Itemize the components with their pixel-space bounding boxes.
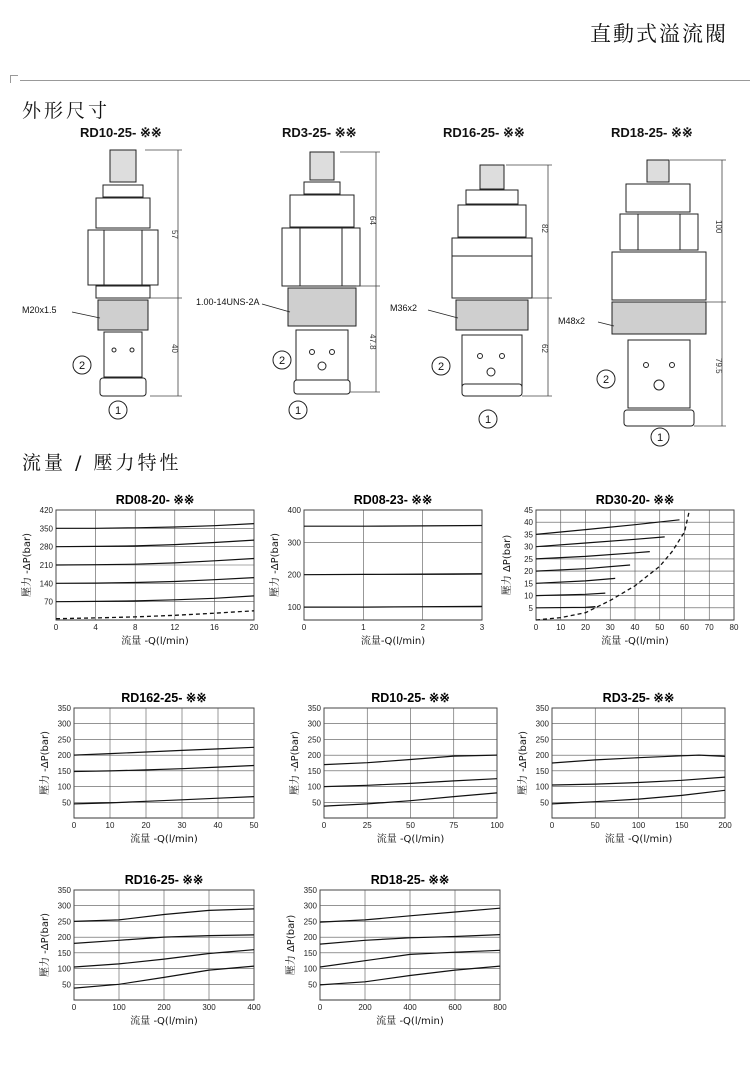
y-tick-label: 150	[57, 948, 71, 958]
series-line-100	[304, 606, 482, 607]
y-tick-label: 200	[57, 933, 71, 943]
y-tick-label: 50	[62, 798, 71, 808]
y-tick-label: 350	[57, 886, 71, 895]
x-tick-label: 12	[170, 623, 180, 632]
x-axis-label: 流量 -Q(l/min)	[121, 636, 189, 647]
dim-lower-rd18: 79.5	[714, 358, 723, 374]
dim-upper-rd16: 82	[540, 224, 549, 233]
y-tick-label: 100	[303, 964, 317, 974]
y-tick-label: 10	[524, 591, 533, 601]
y-tick-label: 350	[57, 704, 71, 713]
y-tick-label: 200	[287, 570, 301, 580]
y-tick-label: 40	[524, 518, 533, 528]
y-tick-label: 25	[524, 554, 533, 564]
y-axis-label: 壓力 -ΔP(bar)	[40, 730, 51, 796]
x-tick-label: 8	[132, 623, 138, 632]
x-tick-label: 400	[247, 1003, 261, 1012]
y-tick-label: 350	[535, 704, 549, 713]
x-tick-label: 25	[362, 821, 372, 830]
y-tick-label: 280	[39, 542, 53, 552]
y-tick-label: 200	[57, 751, 71, 761]
y-tick-label: 20	[524, 567, 533, 577]
x-tick-label: 150	[675, 821, 689, 830]
x-axis-label: 流量 -Q(l/min)	[601, 636, 669, 647]
y-tick-label: 420	[39, 506, 53, 515]
chart-rd30-20	[500, 492, 740, 652]
x-tick-label: 50	[406, 821, 415, 830]
y-tick-label: 300	[287, 538, 301, 548]
x-tick-label: 70	[704, 623, 714, 632]
x-axis-label: 流量 -Q(l/min)	[604, 834, 673, 845]
thread-label-rd10: M20x1.5	[22, 305, 57, 315]
y-tick-label: 210	[39, 561, 53, 570]
x-axis-label: 流量-Q(l/min)	[360, 636, 426, 647]
y-tick-label: 200	[307, 751, 321, 761]
y-tick-label: 100	[57, 782, 71, 792]
y-tick-label: 250	[535, 735, 549, 745]
x-tick-label: 1	[361, 623, 366, 632]
x-tick-label: 200	[718, 821, 732, 830]
y-axis-label: 壓力 ΔP(bar)	[502, 534, 513, 596]
x-tick-label: 0	[71, 821, 77, 830]
chart-title: RD162-25- ※※	[121, 691, 207, 705]
chart-rd16-25	[38, 872, 260, 1032]
x-tick-label: 30	[605, 623, 615, 632]
x-tick-label: 10	[556, 623, 566, 632]
chart-rd3-25	[516, 690, 731, 850]
valve-model-rd3: RD3-25- ※※	[282, 125, 357, 140]
chart-title: RD30-20- ※※	[595, 493, 675, 507]
y-axis-label: 壓力 -ΔP(bar)	[270, 532, 281, 598]
x-tick-label: 60	[680, 623, 689, 632]
series-line-350	[304, 526, 482, 527]
x-tick-label: 3	[479, 623, 485, 632]
x-tick-label: 0	[71, 1003, 77, 1012]
x-axis-label: 流量 -Q(l/min)	[376, 834, 445, 845]
y-tick-label: 150	[57, 766, 71, 776]
y-tick-label: 350	[303, 886, 317, 895]
x-tick-label: 50	[590, 821, 600, 830]
y-tick-label: 250	[57, 735, 71, 745]
x-tick-label: 0	[321, 821, 327, 830]
y-tick-label: 300	[535, 719, 549, 729]
section-title-dimensions: 外形尺寸	[22, 100, 111, 122]
thread-label-rd16: M36x2	[390, 303, 418, 313]
chart-rd08-20	[20, 492, 260, 652]
thread-label-rd18: M48x2	[558, 316, 586, 326]
chart-rd18-25	[284, 872, 506, 1032]
y-tick-label: 30	[524, 542, 533, 552]
y-tick-label: 300	[57, 901, 71, 911]
x-tick-label: 100	[631, 821, 646, 830]
x-tick-label: 50	[249, 821, 259, 830]
y-tick-label: 50	[308, 980, 317, 990]
chart-rd162-25	[38, 690, 260, 850]
y-tick-label: 250	[57, 917, 71, 927]
x-tick-label: 400	[403, 1003, 417, 1012]
x-tick-label: 200	[157, 1003, 171, 1012]
valve-model-rd10: RD10-25- ※※	[80, 125, 162, 140]
x-tick-label: 0	[317, 1003, 323, 1012]
valve-model-rd16: RD16-25- ※※	[443, 125, 525, 140]
y-tick-label: 150	[307, 766, 321, 776]
x-tick-label: 20	[581, 623, 590, 632]
y-tick-label: 140	[39, 579, 53, 589]
x-tick-label: 300	[202, 1003, 216, 1012]
x-tick-label: 20	[141, 821, 151, 830]
x-tick-label: 4	[93, 623, 98, 632]
y-axis-label: 壓力 -ΔP(bar)	[40, 912, 51, 978]
y-axis-label: 壓力 ΔP(bar)	[286, 914, 297, 976]
x-tick-label: 40	[630, 623, 640, 632]
page-title: 直動式溢流閥	[590, 22, 728, 46]
x-tick-label: 0	[301, 623, 307, 632]
y-tick-label: 250	[303, 917, 317, 927]
chart-title: RD08-20- ※※	[115, 493, 195, 507]
chart-title: RD16-25- ※※	[124, 873, 204, 887]
x-tick-label: 2	[420, 623, 425, 632]
x-tick-label: 30	[177, 821, 187, 830]
x-tick-label: 75	[449, 821, 459, 830]
chart-title: RD3-25- ※※	[602, 691, 675, 705]
y-tick-label: 50	[540, 798, 549, 808]
y-tick-label: 150	[535, 766, 549, 776]
thread-label-rd3: 1.00-14UNS-2A	[196, 297, 260, 307]
x-tick-label: 50	[655, 623, 665, 632]
x-tick-label: 0	[533, 623, 539, 632]
y-axis-label: 壓力 -ΔP(bar)	[518, 730, 529, 796]
port2-rd3: 2	[278, 355, 286, 367]
port2-rd18: 2	[602, 374, 610, 386]
port1-rd16: 1	[484, 414, 492, 426]
y-tick-label: 100	[307, 782, 321, 792]
y-tick-label: 50	[312, 798, 321, 808]
x-tick-label: 80	[729, 623, 739, 632]
y-tick-label: 350	[39, 524, 53, 534]
x-tick-label: 0	[53, 623, 59, 632]
x-tick-label: 600	[448, 1003, 462, 1012]
y-tick-label: 100	[57, 964, 71, 974]
port2-rd10: 2	[78, 360, 86, 372]
y-tick-label: 350	[307, 704, 321, 713]
y-tick-label: 50	[62, 980, 71, 990]
y-tick-label: 35	[524, 530, 533, 540]
x-tick-label: 0	[549, 821, 555, 830]
x-tick-label: 16	[209, 623, 219, 632]
y-tick-label: 70	[44, 597, 53, 607]
x-tick-label: 40	[213, 821, 223, 830]
y-tick-label: 400	[287, 506, 301, 515]
y-axis-label: 壓力 -ΔP(bar)	[290, 730, 301, 796]
y-tick-label: 300	[307, 719, 321, 729]
x-tick-label: 800	[493, 1003, 507, 1012]
y-tick-label: 200	[535, 751, 549, 761]
x-tick-label: 10	[105, 821, 115, 830]
y-tick-label: 100	[535, 782, 549, 792]
chart-title: RD18-25- ※※	[370, 873, 450, 887]
x-axis-label: 流量 -Q(l/min)	[130, 834, 198, 845]
y-tick-label: 45	[524, 506, 533, 515]
y-tick-label: 15	[524, 579, 533, 589]
valve-annotations	[0, 0, 750, 450]
valve-model-rd18: RD18-25- ※※	[611, 125, 693, 140]
y-axis-label: 壓力 -ΔP(bar)	[22, 532, 33, 598]
chart-rd10-25	[288, 690, 503, 850]
port2-rd16: 2	[437, 361, 445, 373]
dim-lower-rd16: 62	[540, 344, 549, 353]
dim-upper-rd18: 100	[714, 220, 723, 234]
y-tick-label: 150	[303, 948, 317, 958]
x-tick-label: 100	[112, 1003, 126, 1012]
port1-rd3: 1	[294, 405, 302, 417]
dim-upper-rd3: 64	[368, 216, 377, 225]
x-axis-label: 流量 -Q(l/min)	[376, 1016, 444, 1027]
dim-lower-rd3: 47.8	[368, 334, 377, 350]
port1-rd10: 1	[114, 405, 122, 417]
y-tick-label: 250	[307, 735, 321, 745]
plot-area	[74, 708, 254, 818]
y-tick-label: 200	[303, 933, 317, 943]
chart-rd08-23	[268, 492, 488, 652]
y-tick-label: 5	[528, 603, 533, 613]
section-title-curves: 流量 / 壓力特性	[22, 452, 182, 474]
x-tick-label: 200	[358, 1003, 372, 1012]
chart-title: RD08-23- ※※	[353, 493, 433, 507]
x-tick-label: 20	[249, 623, 259, 632]
x-axis-label: 流量 -Q(l/min)	[130, 1016, 198, 1027]
port1-rd18: 1	[656, 432, 664, 444]
dim-lower-rd10: 40	[170, 344, 179, 353]
y-tick-label: 100	[287, 603, 301, 613]
dim-upper-rd10: 57	[170, 230, 179, 239]
chart-title: RD10-25- ※※	[371, 691, 450, 705]
y-tick-label: 300	[57, 719, 71, 729]
x-tick-label: 100	[490, 821, 504, 830]
y-tick-label: 300	[303, 901, 317, 911]
